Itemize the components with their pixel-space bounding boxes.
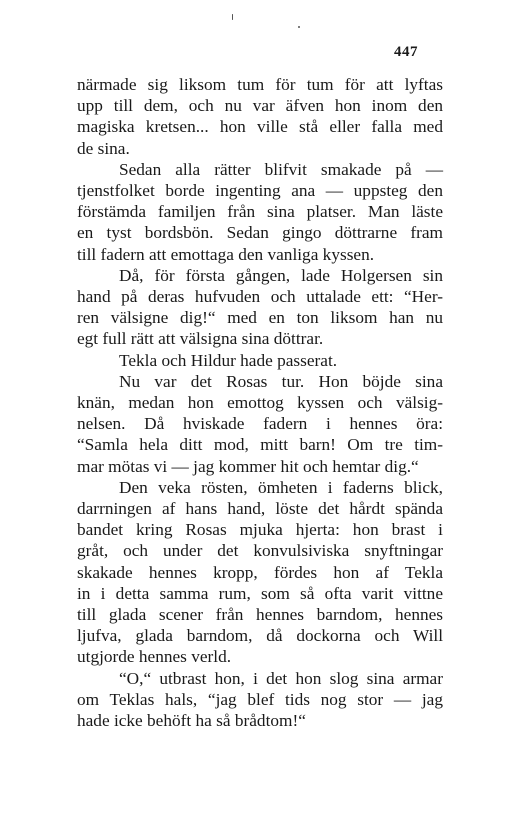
text-line: nelsen. Då hviskade fadern i hennes öra: <box>77 414 443 434</box>
print-speck <box>298 26 300 28</box>
page-number: 447 <box>394 44 418 60</box>
text-line: hand på deras hufvuden och uttalade ett: “Her- <box>77 287 443 307</box>
text-line: egt full rätt att välsigna sina döttrar. <box>77 329 324 349</box>
text-line: utgjorde hennes verld. <box>77 647 232 667</box>
paragraph <box>77 371 443 477</box>
text-line: till glada scener från hennes barndom, hennes <box>77 605 443 625</box>
text-line: en tyst bordsbön. Sedan gingo döttrarne fram <box>77 223 443 243</box>
text-line: om Teklas hals, “jag blef tids nog stor — jag <box>77 689 443 709</box>
text-line: Då, för första gången, lade Holgersen sin <box>119 265 443 285</box>
text-line: darrningen af hans hand, löste det hårdt spända <box>77 499 443 519</box>
paragraph <box>77 477 443 668</box>
print-speck <box>232 14 233 20</box>
text-line: gråt, och under det konvulsiviska snyftningar <box>77 541 443 561</box>
body-text <box>77 74 443 731</box>
text-line: ren välsigne dig!“ med en ton liksom han nu <box>77 308 443 328</box>
text-line: de sina. <box>77 138 130 158</box>
paragraph <box>77 159 443 265</box>
text-line: in i detta samma rum, som så ofta varit vittne <box>77 583 443 603</box>
text-line: Nu var det Rosas tur. Hon böjde sina <box>119 371 443 391</box>
text-line: hade icke behöft ha så brådtom!“ <box>77 711 306 731</box>
text-line: tjenstfolket borde ingenting ana — uppsteg den <box>77 181 443 201</box>
text-line: Den veka rösten, ömheten i faderns blick, <box>119 477 443 497</box>
text-line: upp till dem, och nu var äfven hon inom den <box>77 96 443 116</box>
text-line: skakade hennes kropp, fördes hon af Tekla <box>77 562 443 582</box>
paragraph <box>77 668 443 732</box>
text-line: närmade sig liksom tum för tum för att lyftas <box>77 75 443 94</box>
text-line: förstämda familjen från sina platser. Man läste <box>77 202 443 222</box>
text-line: “O,“ utbrast hon, i det hon slog sina armar <box>119 668 443 688</box>
text-line: Tekla och Hildur hade passerat. <box>119 350 338 370</box>
paragraph <box>77 265 443 350</box>
paragraph <box>77 350 443 371</box>
text-line: mar mötas vi — jag kommer hit och hemtar dig.“ <box>77 456 419 476</box>
text-line: Sedan alla rätter blifvit smakade på — <box>119 159 443 179</box>
text-line: magiska kretsen... hon ville stå eller falla med <box>77 117 443 137</box>
text-line: “Samla hela ditt mod, mitt barn! Om tre tim- <box>77 435 443 455</box>
paragraph <box>77 74 443 159</box>
text-line: ljufva, glada barndom, då dockorna och Will <box>77 626 443 646</box>
text-line: bandet kring Rosas mjuka hjerta: hon brast i <box>77 520 443 540</box>
text-line: knän, medan hon emottog kyssen och välsig- <box>77 393 443 413</box>
text-line: till fadern att emottaga den vanliga kyssen. <box>77 244 375 264</box>
